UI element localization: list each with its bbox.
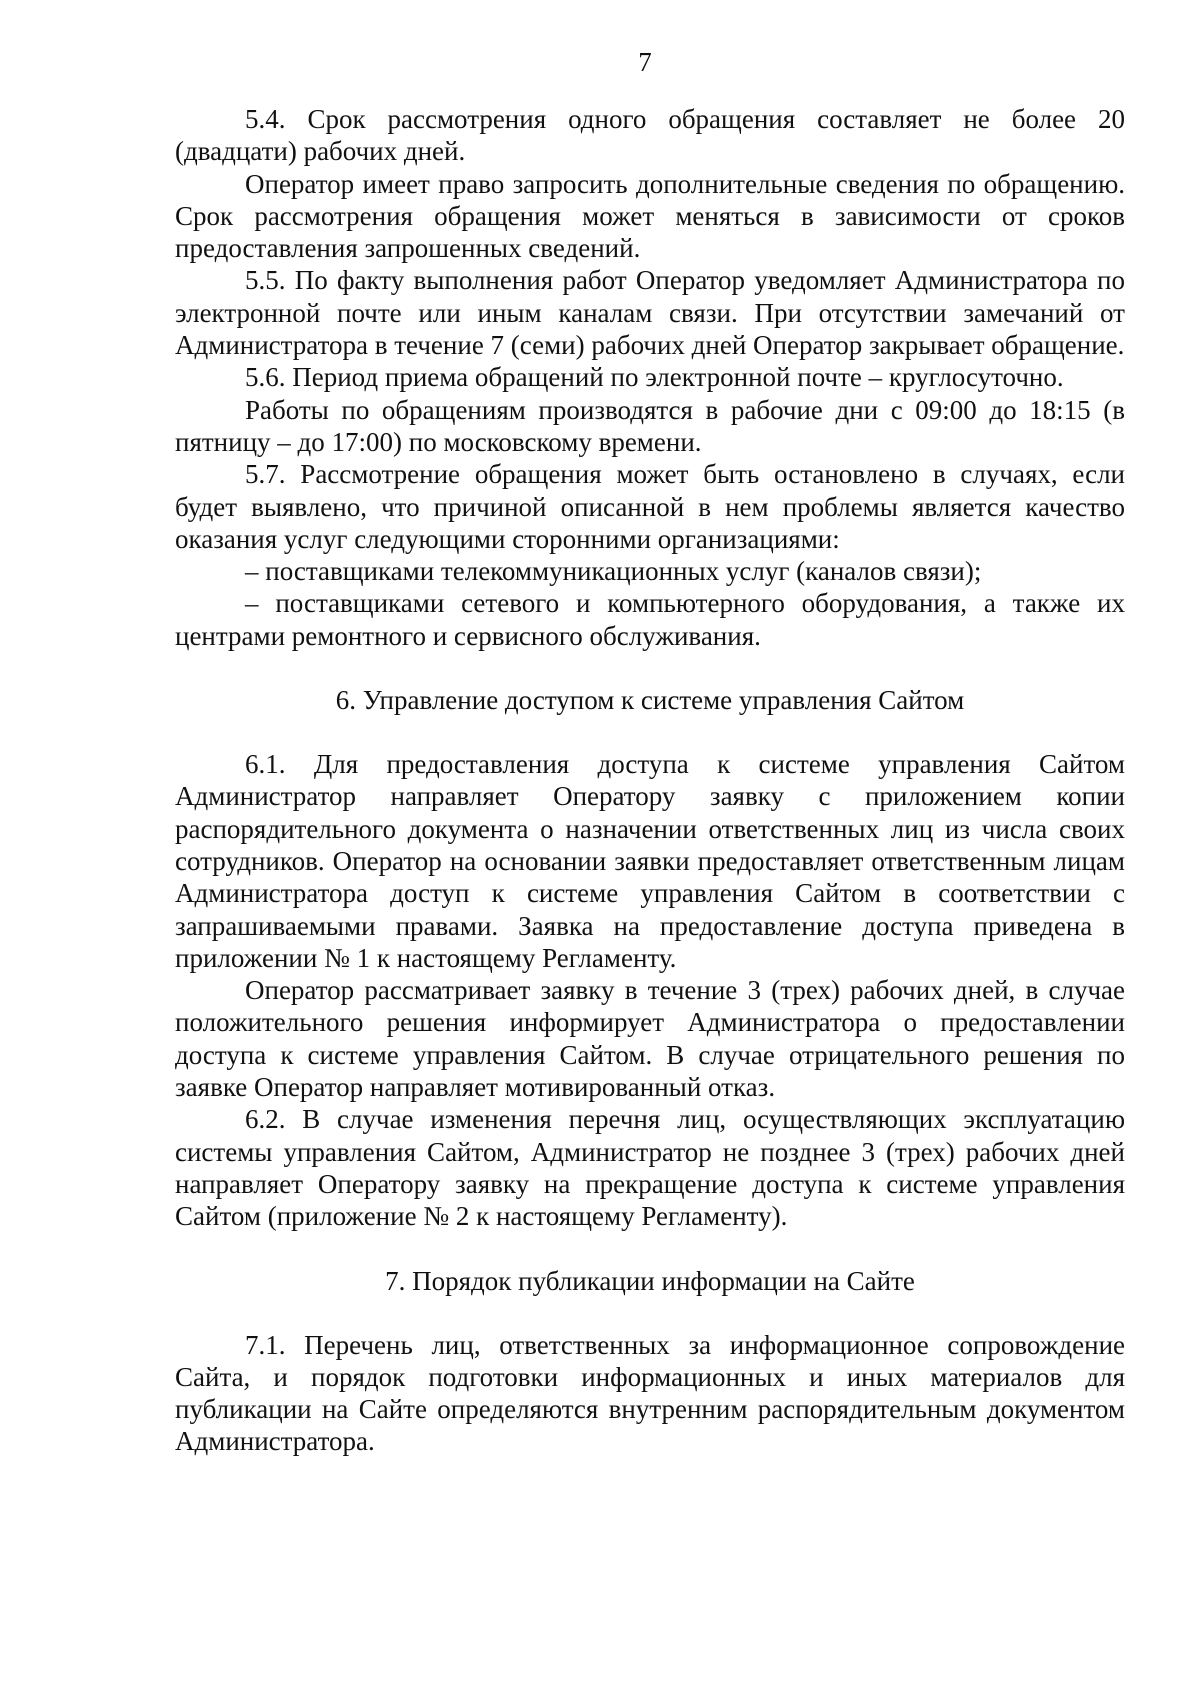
list-item-telecom-providers: – поставщиками телекоммуникационных услуг (каналов связи); <box>245 556 982 587</box>
paragraph-5-6-continued: Работы по обращениям производятся в рабочие дни с 09:00 до 18:15 (в пятницу – до 17:00) по московскому времени. <box>175 394 1125 457</box>
paragraph-5-4: 5.4. Срок рассмотрения одного обращения составляет не более 20 (двадцати) рабочих дней. <box>175 104 1125 167</box>
paragraph-6-1-continued: Оператор рассматривает заявку в течение 3 (трех) рабочих дней, в случае положительного решения информирует Администратора о предоставлении доступа к системе управления Сайтом. В случае отрицательного решения по заявке Оператор направляет мотивированный отказ. <box>175 975 1125 1103</box>
paragraph-5-7: 5.7. Рассмотрение обращения может быть остановлено в случаях, если будет выявлено, что причиной описанной в нем проблемы является качество оказания услуг следующими сторонними организациями: <box>175 459 1125 554</box>
paragraph-5-5: 5.5. По факту выполнения работ Оператор уведомляет Администратора по электронной почте или иным каналам связи. При отсутствии замечаний от Администратора в течение 7 (семи) рабочих дней Оператор закрывает обращение. <box>175 265 1125 361</box>
page-number: 7 <box>638 47 652 77</box>
section-7-heading: 7. Порядок публикации информации на Сайте <box>385 1265 915 1296</box>
list-item-equipment-providers: – поставщиками сетевого и компьютерного оборудования, а также их центрами ремонтного и сервисного обслуживания. <box>175 588 1125 651</box>
paragraph-6-2: 6.2. В случае изменения перечня лиц, осуществляющих эксплуатацию системы управления Сайтом, Администратор не позднее 3 (трех) рабочих дней направляет Оператору заявку на прекращение доступа к системе управления Сайтом (приложение № 2 к настоящему Регламенту). <box>175 1104 1125 1232</box>
document-body <box>175 103 1125 1458</box>
paragraph-7-1: 7.1. Перечень лиц, ответственных за информационное сопровождение Сайта, и порядок подготовки информационных и иных материалов для публикации на Сайте определяются внутренним распорядительным документом Администратора. <box>175 1329 1125 1457</box>
paragraph-5-4-continued: Оператор имеет право запросить дополнительные сведения по обращению. Срок рассмотрения обращения может меняться в зависимости от сроков предоставления запрошенных сведений. <box>175 168 1125 264</box>
paragraph-6-1: 6.1. Для предоставления доступа к системе управления Сайтом Администратор направляет Оператору заявку с приложением копии распорядительного документа о назначении ответственных лиц из числа своих сотрудников. Оператор на основании заявки предоставляет ответственным лицам Администратора доступ к системе управления Сайтом в соответствии с запрашиваемыми правами. Заявка на предоставление доступа приведена в приложении № 1 к настоящему Регламенту. <box>175 749 1125 973</box>
paragraph-5-6: 5.6. Период приема обращений по электронной почте – круглосуточно. <box>245 362 1064 393</box>
section-6-heading: 6. Управление доступом к системе управления Сайтом <box>335 685 965 716</box>
